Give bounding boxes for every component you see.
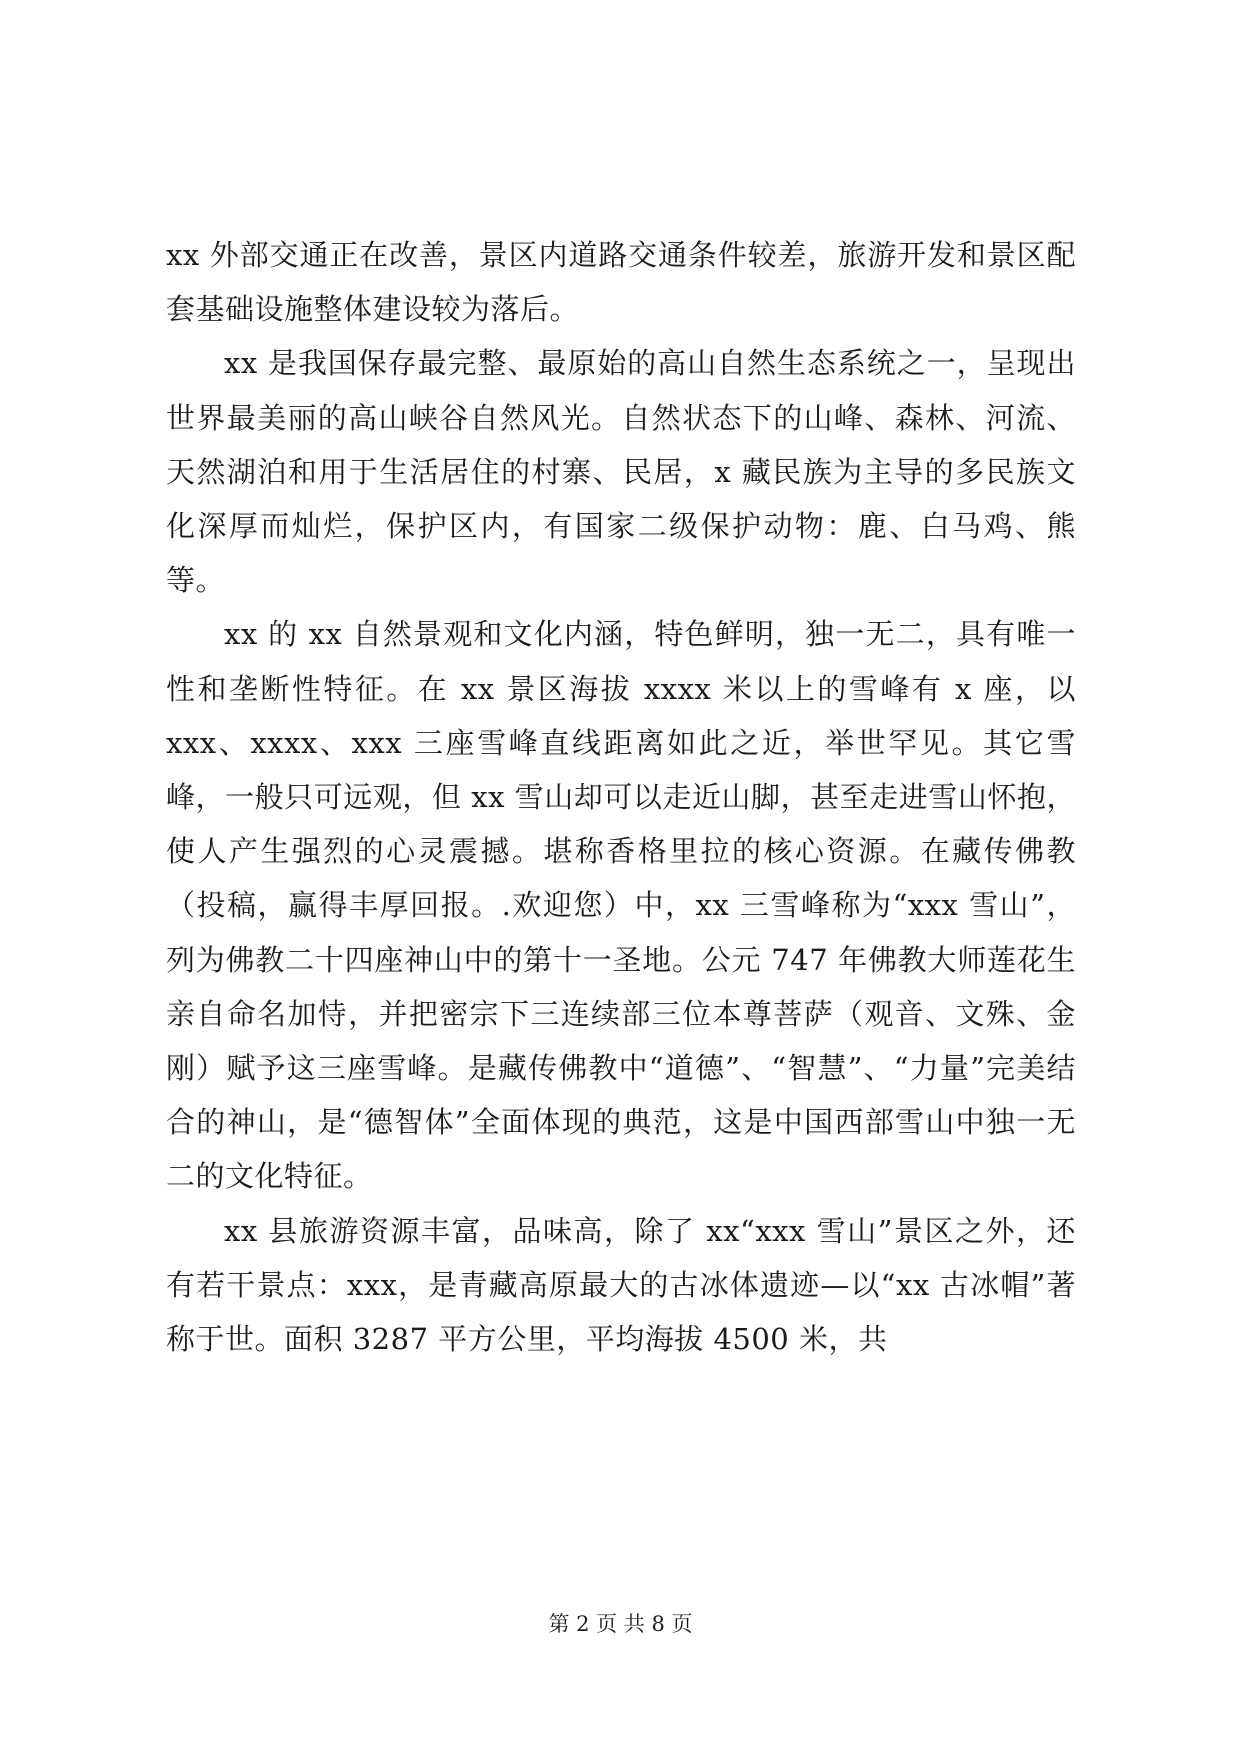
paragraph-3: xx 的 xx 自然景观和文化内涵，特色鲜明，独一无二，具有唯一性和垄断性特征。在 xx 景区海拔 xxxx 米以上的雪峰有 x 座，以 xxx、xxxx、xxx 三座雪峰直线距离如此之近，举世罕见。其它雪峰，一般只可远观，但 xx 雪山却可以走近山脚，甚至走进雪山怀抱，使人产生强烈的心灵震撼。堪称香格里拉的核心资源。在藏传佛教（投稿，赢得丰厚回报。.欢迎您）中，xx 三雪峰称为“xxx 雪山”，列为佛教二十四座神山中的第十一圣地。公元 747 年佛教大师莲花生亲自命名加恃，并把密宗下三连续部三位本尊菩萨（观音、文殊、金刚）赋予这三座雪峰。是藏传佛教中“道德”、“智慧”、“力量”完美结合的神山，是“德智体”全面体现的典范，这是中国西部雪山中独一无二的文化特征。 [166, 617, 1076, 1194]
document-body [166, 228, 1076, 1366]
paragraph-2: xx 是我国保存最完整、最原始的高山自然生态系统之一，呈现出世界最美丽的高山峡谷自然风光。自然状态下的山峰、森林、河流、天然湖泊和用于生活居住的村寨、民居，x 藏民族为主导的多民族文化深厚而灿烂，保护区内，有国家二级保护动物：鹿、白马鸡、熊等。 [166, 346, 1076, 598]
paragraph-4: xx 县旅游资源丰富，品味高，除了 xx“xxx 雪山”景区之外，还有若干景点：xxx，是青藏高原最大的古冰体遗迹—以“xx 古冰帽”著称于世。面积 3287 平方公里，平均海拔 4500 米，共 [166, 1213, 1076, 1357]
paragraph-1: xx 外部交通正在改善，景区内道路交通条件较差，旅游开发和景区配套基础设施整体建设较为落后。 [166, 238, 1076, 327]
page-number-footer: 第 2 页 共 8 页 [548, 1612, 693, 1636]
